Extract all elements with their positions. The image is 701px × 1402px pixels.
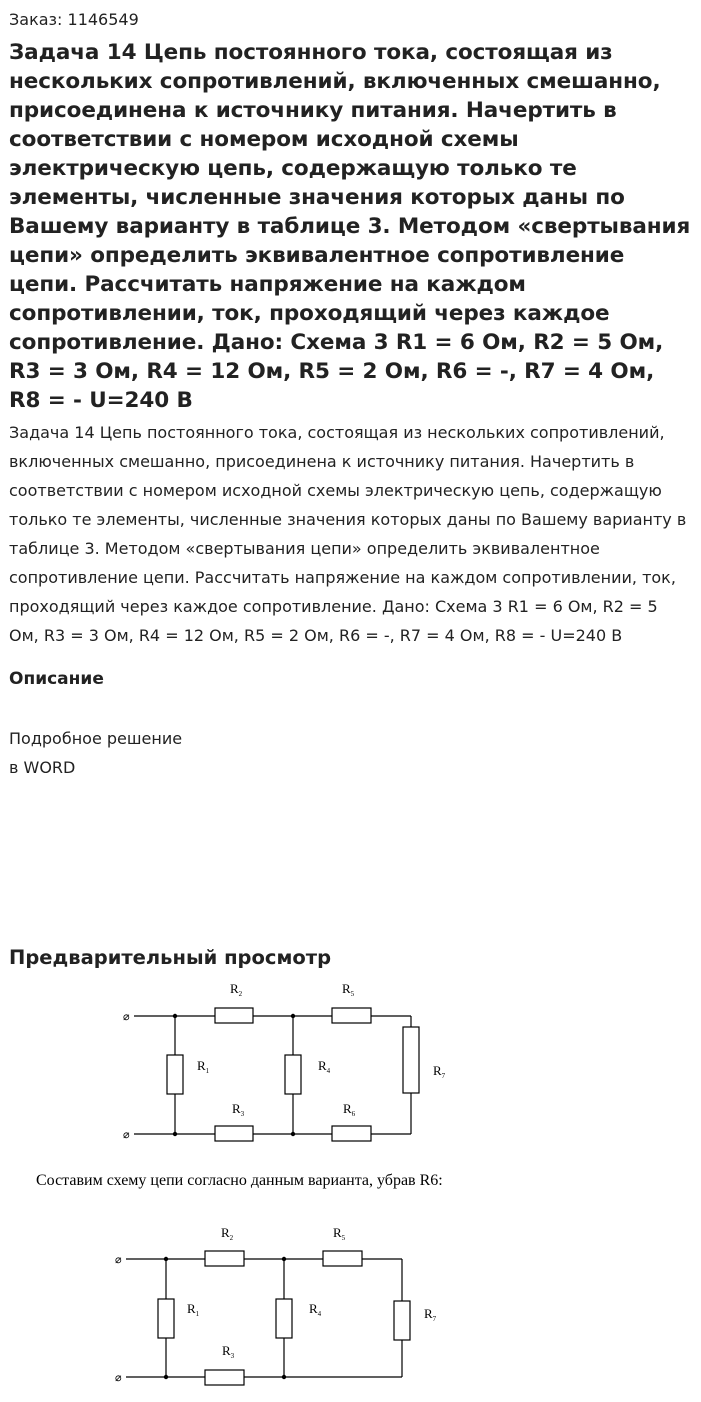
terminal-top: ⌀ (115, 1253, 122, 1266)
resistor-r4 (285, 1055, 301, 1094)
diagram-2-labels (187, 1225, 437, 1360)
terminal-top: ⌀ (123, 1010, 130, 1023)
label-r5: 5 (350, 990, 355, 998)
svg-text:R7: $R_7$ (424, 1306, 437, 1323)
resistor-r2 (215, 1008, 253, 1023)
svg-text:R3: $R_3$ (232, 1101, 245, 1118)
task-title: Задача 14 Цепь постоянного тока, состоящая из нескольких сопротивлений, включенных смешанно, присоединена к источнику питания. Начертить в соответствии с номером исходной схемы электрическую цепь, содержащую только те элементы, численные значения которых даны по Вашему варианту в таблице 3. Методом «свертывания цепи» определить эквивалентное сопротивление цепи. Рассчитать напряжение на каждом сопротивлении, ток, проходящий через каждое сопротивление. Дано: Схема 3 R1 = 6 Ом, R2 = 5 Ом, R3 = 3 Ом, R4 = 12 Ом, R5 = 2 Ом, R6 = -, R7 = 4 Ом, R8 = - U=240 В (9, 40, 691, 413)
diagram-2-nodes (164, 1257, 286, 1379)
description-text (9, 724, 691, 782)
diagram-1-wires (134, 1016, 411, 1134)
svg-text:R5: $R_5$ (333, 1225, 346, 1242)
resistor-r3 (215, 1126, 253, 1141)
order-number: Заказ: 1146549 (9, 10, 139, 29)
diagram-1-resistors (167, 1008, 419, 1141)
preview-heading: Предварительный просмотр (9, 946, 332, 969)
preview-caption: Составим схему цепи согласно данным варианта, убрав R6: (36, 1172, 443, 1189)
label-r6: 6 (351, 1110, 356, 1118)
resistor-r4 (276, 1299, 292, 1338)
svg-text:R4: $R_4$ (309, 1301, 322, 1318)
resistor-r6 (332, 1126, 371, 1141)
resistor-r5 (332, 1008, 371, 1023)
resistor-r1 (167, 1055, 183, 1094)
label-r4: 4 (317, 1310, 322, 1318)
task-body: Задача 14 Цепь постоянного тока, состоящая из нескольких сопротивлений, включенных смешанно, присоединена к источнику питания. Начертить в соответствии с номером исходной схемы электрическую цепь, содержащую только те элементы, численные значения которых даны по Вашему варианту в таблице 3. Методом «свертывания цепи» определить эквивалентное сопротивление цепи. Рассчитать напряжение на каждом сопротивлении, ток, проходящий через каждое сопротивление. Дано: Схема 3 R1 = 6 Ом, R2 = 5 Ом, R3 = 3 Ом, R4 = 12 Ом, R5 = 2 Ом, R6 = -, R7 = 4 Ом, R8 = - U=240 В (9, 423, 687, 645)
diagram-1-labels (197, 981, 446, 1118)
terminal-bottom: ⌀ (123, 1128, 130, 1141)
terminal-bottom: ⌀ (115, 1371, 122, 1384)
diagram-2-resistors (158, 1251, 410, 1385)
label-r3: 3 (240, 1110, 245, 1118)
label-r5: 5 (341, 1234, 346, 1242)
label-r1: 1 (195, 1310, 200, 1318)
description-heading: Описание (9, 669, 104, 689)
svg-text:R4: $R_4$ (318, 1058, 331, 1075)
label-r7: 7 (441, 1072, 446, 1080)
label-r2: 2 (229, 1234, 234, 1242)
resistor-r2 (205, 1251, 244, 1266)
resistor-r7 (394, 1301, 410, 1340)
svg-text:R1: $R_1$ (187, 1301, 200, 1318)
page-content (0, 10, 701, 782)
diagram-1-nodes (173, 1014, 295, 1136)
svg-text:R5: $R_5$ (342, 981, 355, 998)
resistor-r1 (158, 1299, 174, 1338)
label-r2: 2 (238, 990, 243, 998)
label-r1: 1 (205, 1067, 210, 1075)
resistor-r7 (403, 1027, 419, 1093)
svg-text:R2: $R_2$ (221, 1225, 234, 1242)
label-r4: 4 (326, 1067, 331, 1075)
svg-text:R6: $R_6$ (343, 1101, 356, 1118)
svg-text:R7: $R_7$ (433, 1063, 446, 1080)
description-line-2: в WORD (9, 758, 76, 777)
label-r7: 7 (432, 1315, 437, 1323)
diagram-2-wires (126, 1259, 402, 1377)
label-r3: 3 (230, 1352, 235, 1360)
svg-text:R2: $R_2$ (230, 981, 243, 998)
svg-text:R3: $R_3$ (222, 1343, 235, 1360)
resistor-r5 (323, 1251, 362, 1266)
svg-text:R1: $R_1$ (197, 1058, 210, 1075)
resistor-r3 (205, 1370, 244, 1385)
description-line-1: Подробное решение (9, 729, 183, 748)
